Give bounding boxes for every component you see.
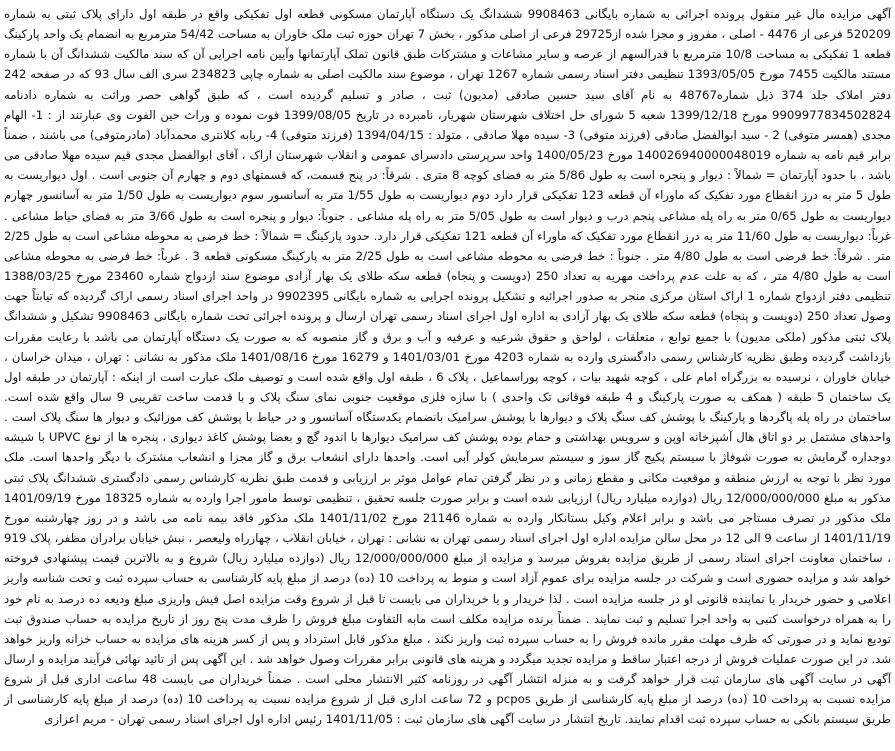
notice-body-text: آگهی مزایده مال غیر منقول پرونده اجرائی به شماره بایگانی 9908463 ششدانگ یک دستگاه آپارتمان مسکونی قطعه اول تفکیکی واقع در طبقه اول دارای پلاک ثبتی به شماره 520209 فرعی از 4476 - اصلی ، مفروز و مجزا شده از29725 فرعی از اصلی مذکور ، بخش 7 تهران حوزه ثبت ملک خاوران به مساحت 54/42 مترمربع به انضمام یک واحد پارکینگ قطعه 1 تفکیکی به مساحت 10/8 مترمربع با قدرالسهم از عرصه و سایر مشاعات و مشترکات طبق قانون تملک آپارتمانها وآیین نامه اجرایی آن که سند مالکیت ششدانگ آن با شماره مستند مالکیت 7455 مورخ 1393/05/05 تنظیمی دفتر اسناد رسمی شماره 1267 تهران ، موضوع سند مالکیت اصلی به شماره چاپی 234823 سری الف سال 93 که در صفحه 242 دفتر املاک جلد 374 ذیل شماره48767 به نام آقای سید حسین صادقی (مدیون) ثبت ، صادر و تسلیم گردیده است ، که طبق گواهی حصر وراثت به شماره دادنامه 9909977834502824 مورخ 1399/12/18 شعبه 5 شورای حل اختلاف شهرستان شهریار، نامبرده در تاریخ 1399/08/05 فوت نموده و وراث حین الفوت وی عبارتند از : 1- الهام مجدی (همسر متوفی) 2 - سید ابوالفضل صادقی (فرزند متوفی) 3- سیده مهلا صادقی ، متولد : 1394/04/15 (فرزند متوفی) 4- ربابه کلانتری محمدآباد (مادرمتوفی) می باشند ، ضمناً برابر قیم نامه به شماره 140026940000048019 مورخ 1400/05/23 واحد سرپرستی دادسرای عمومی و انقلاب شهرستان اراک ، آقای ابوالفضل مجدی قیم سیده مهلا صادقی می باشد ، با حدود آپارتمان = شمالاً : دیوار و پنجره است به طول 5/86 متر به فضای کوچه 8 متری . شرقاً: در پنج قسمت، که قسمتهای دوم و چهارم آن جنوبی است . اول دیواریست به طول 5 متر به درز انقطاع مورد تفکیک که ماوراء آن قطعه 123 تفکیکی قرار دارد دوم دیواریست به طول 1/55 متر به آسانسور سوم دیواریست به طول 1/50 متر به آسانسور چهارم دیواریست به طول 0/65 متر به راه پله مشاعی پنجم درب و دیوار است به طول 5/05 متر به راه پله مشاعی . جنوباً: دیوار و پنجره است به طول 3/66 متر به فضای حیاط مشاعی . غرباً: دیواریست به طول 11/60 متر به درز انقطاع مورد تفکیک که ماوراء آن قطعه 121 تفکیکی قرار دارد. حدود پارکینگ = شمالاً : خط فرضی به محوطه مشاعی است به طول 2/25 متر . شرقاً: خط فرضی است به طول 4/80 متر . جنوباً : خط فرضی به محوطه مشاعی است به طول 2/25 متر به پارکینگ مسکونی قطعه 3 . غرباً: خط فرضی به محوطه مشاعی است به طول 4/80 متر ، که به علت عدم پرداخت مهریه به تعداد 250 (دویست و پنجاه) قطعه سکه طلای یک بهار آزادی موضوع سند ازدواج شماره 23460 مورخ 1388/03/25 تنظیمی دفتر ازدواج شماره 1 اراک استان مرکزی منجر به صدور اجرائیه و تشکیل پرونده اجرایی به شماره بایگانی 9902395 در واحد اجرای اسناد رسمی اراک گردیده که تیابتاً جهت وصول تعداد 250 (دویست و پنجاه) قطعه سکه طلای یک بهار آزادی به اداره اول اجرای اسناد رسمی تهران ارسال و پرونده اجرائی تحت شماره بایگانی 9908463 تشکیل و ششدانگ پلاک ثبتی مذکور (ملکی مدیون) با جمیع توابع ، متعلقات ، لواحق و حقوق شرعیه و عرفیه و آب و برق و گاز منصوبه که به صورت یک دستگاه آپارتمان می باشد با رعایت مقررات بازداشت گردیده وطبق نظریه کارشناس رسمی دادگستری وارده به شماره 4203 مورخ 1401/03/01 و 16279 مورخ 1401/08/16 ملک مذکور به نشانی : تهران ، میدان خراسان ، خیابان خاوران ، نرسیده به بزرگراه امام علی ، کوچه شهید بیات ، کوچه پوراسماعیل ، پلاک 6 ، طبقه اول واقع شده است و توصیف ملک عبارت است از اینکه : آپارتمان در طبقه اول یک ساختمان 5 طبقه ( همکف به صورت پارکینگ و 4 طبقه فوقانی تک واحدی ) با سازه فلزی موقعیت جنوبی نمای سنگ پلاک و با قدمت ساخت تقریبی 9 سال واقع شده است. ساختمان در راه پله پاگردها و پارکینگ با پوشش کف سنگ پلاک و دیوارها با پوشش سرامیک بانضمام یکدستگاه آسانسور و در حیاط با پوشش کف موزائیک و دیوار ها سنگ پلاک است . واحدهای مشتمل بر دو اتاق هال آشپزخانه اوپن و سرویس بهداشتی و حمام بوده پوشش کف سرامیک دیوارها با اندود گچ و بعضا پوشش کاغذ دیواری ، پنجره ها از نوع UPVC با شیشه دوجداره گرمایش به صورت شوفاژ با سیستم پکیج گاز سوز و سیستم سرمایش کولر آبی است. واحدها دارای انشعاب برق و گاز مجزا و انشعاب مشترک با دیگر واحدها است. ملک مورد نظر با توجه به ارزش منطقه و موقعیت مکانی و مقطع زمانی و در نظر گرفتن تمام عوامل موثر بر ارزیابی و قدمت طبق نظریه کارشناس رسمی دادگستری ششدانگ پلاک ثبتی مذکور به مبلغ 12/000/000/000 ریال (دوازده میلیارد ریال) ارزیابی شده است و برابر صورت جلسه تحقیق ، تنظیمی توسط مامور اجرا وارده به شماره 18325 مورخ 1401/09/19 ملک مذکور در تصرف مستاجر می باشد و برابر اعلام وکیل بستانکار وارده به شماره 21146 مورخ 1401/11/02 ملک مذکور فاقد بیمه نامه می باشد و در روز چهارشنبه مورخ 1401/11/19 از ساعت 9 الی 12 در محل سالن مزایده اداره اول اجرای اسناد رسمی تهران به نشانی : تهران ، خیابان انقلاب ، چهارراه ولیعصر ، نبش خیابان برادران مظفر، پلاک 919 ، ساختمان معاونت اجرای اسناد رسمی از طریق مزایده بفروش میرسد و مزایده از مبلغ 12/000/000/000 ریال (دوازده میلیارد ریال) شروع و به بالاترین قیمت پیشنهادی فروخته خواهد شد و مزایده حضوری است و شرکت در جلسه مزایده برای عموم آزاد است و منوط به پرداخت 10 (ده) درصد از مبلغ پایه کارشناسی به حساب سپرده ثبت و تحت شناسه واریز اعلامی و حضور خریدار یا نماینده قانونی او در جلسه مزایده است . لذا خریدار و یا خریداران می بایست تا قبل از شروع وقت مزایده اصل فیش واریزی مبلغ ودیعه ده درصد به نام خود را به همراه درخواست کتبی به واحد اجرا تسلیم و ثبت نمایند . ضمناً برنده مزایده مکلف است مابه التفاوت مبلغ فروش را ظرف مدت پنج روز از تاریخ مزایده به حساب صندوق ثبت تودیع نماید و در صورتی که ظرف مهلت مقرر مانده فروش را به حساب سپرده ثبت واریز نکند ، مبلغ مذکور قابل استرداد و پس از کسر هزینه های مزایده به حساب خزانه واریز خواهد شد. در این صورت عملیات فروش از درجه اعتبار ساقط و مزایده تجدید میگردد و هزینه های قانونی برابر مقررات وصول خواهد شد . این آگهی پس از تائید نهائی فرآیند مزایده و ارسال آگهی در سایت آگهی های سازمان ثبت قرار خواهد گرفت و به منزله انتشار آگهی در روزنامه کثیر الانتشار محلی است . ضمناً خریداران می بایست 48 ساعت اداری قبل از شروع مزایده نسبت به پرداخت 10 (ده) درصد از مبلغ پایه کارشناسی از طریق pcpos و 72 ساعت اداری قبل از شروع مزایده نسبت به پرداخت 10 (ده) درصد از مبلغ پایه کارشناسی از طریق سیستم بانکی به حساب سپرده ثبت اقدام نمایند. تاریخ انتشار در سایت آگهی های سازمان ثبت : 1401/11/05 رئیس اداره اول اجرای اسناد رسمی تهران - مریم اعزازی — [4, 7, 892, 727]
